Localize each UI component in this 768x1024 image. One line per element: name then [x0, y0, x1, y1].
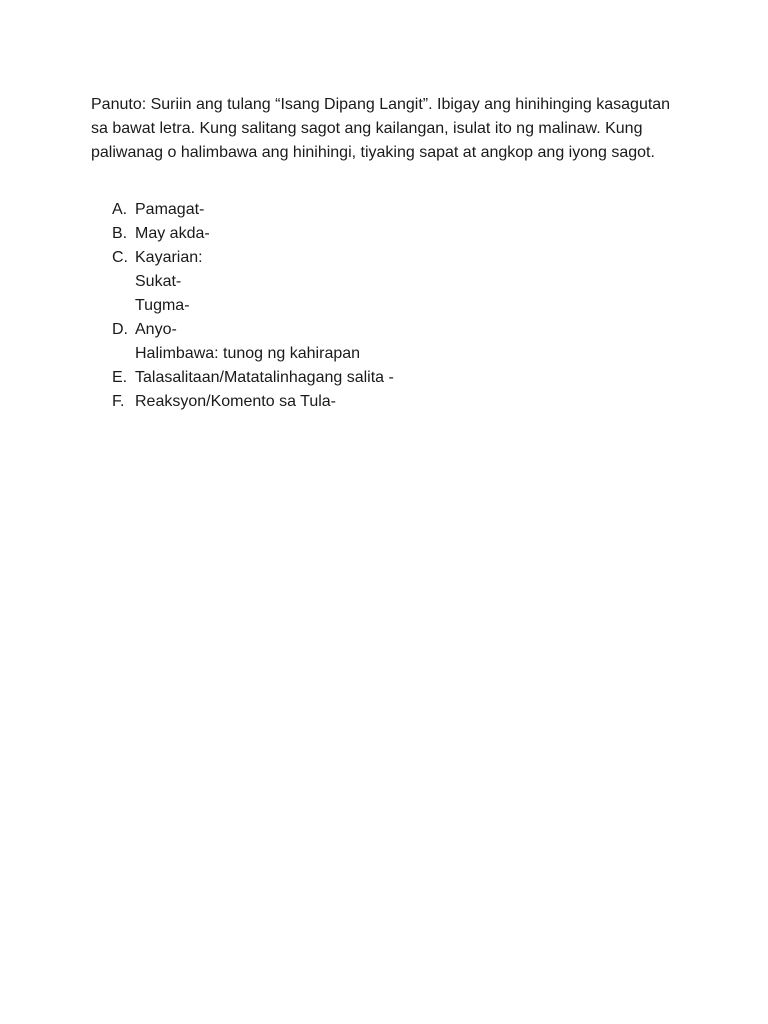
- list-subitem-tugma: [91, 294, 691, 318]
- list-item-text: Kayarian:: [135, 249, 203, 266]
- list-item-text: May akda-: [135, 225, 210, 242]
- list-item-text: Talasalitaan/Matatalinhagang salita -: [135, 369, 394, 386]
- instructions-paragraph: [91, 93, 691, 165]
- list-item-text: Pamagat-: [135, 201, 205, 218]
- list-marker: E.: [112, 369, 128, 386]
- list-item-a: [91, 198, 691, 222]
- question-list: [91, 198, 691, 414]
- list-marker: F.: [112, 393, 125, 410]
- list-marker: B.: [112, 225, 128, 242]
- list-marker: D.: [112, 321, 128, 338]
- list-subitem-sukat: [91, 270, 691, 294]
- list-item-d: [91, 318, 691, 342]
- instructions-line-1: Panuto: Suriin ang tulang “Isang Dipang Langit”. Ibigay ang hinihinging kasagutan: [91, 96, 671, 113]
- list-marker: C.: [112, 249, 128, 266]
- instructions-line-2: sa bawat letra. Kung salitang sagot ang kailangan, isulat ito ng malinaw. Kung: [91, 120, 643, 137]
- list-marker: A.: [112, 201, 128, 218]
- list-item-e: [91, 366, 691, 390]
- list-subitem-text: Halimbawa: tunog ng kahirapan: [135, 345, 361, 362]
- list-subitem-text: Tugma-: [135, 297, 190, 314]
- list-subitem-halimbawa: [91, 342, 691, 366]
- list-item-text: Anyo-: [135, 321, 177, 338]
- list-item-f: [91, 390, 691, 414]
- list-item-text: Reaksyon/Komento sa Tula-: [135, 393, 336, 410]
- instructions-line-3: paliwanag o halimbawa ang hinihingi, tiyaking sapat at angkop ang iyong sagot.: [91, 144, 655, 161]
- list-item-c: [91, 246, 691, 270]
- list-subitem-text: Sukat-: [135, 273, 182, 290]
- list-item-b: [91, 222, 691, 246]
